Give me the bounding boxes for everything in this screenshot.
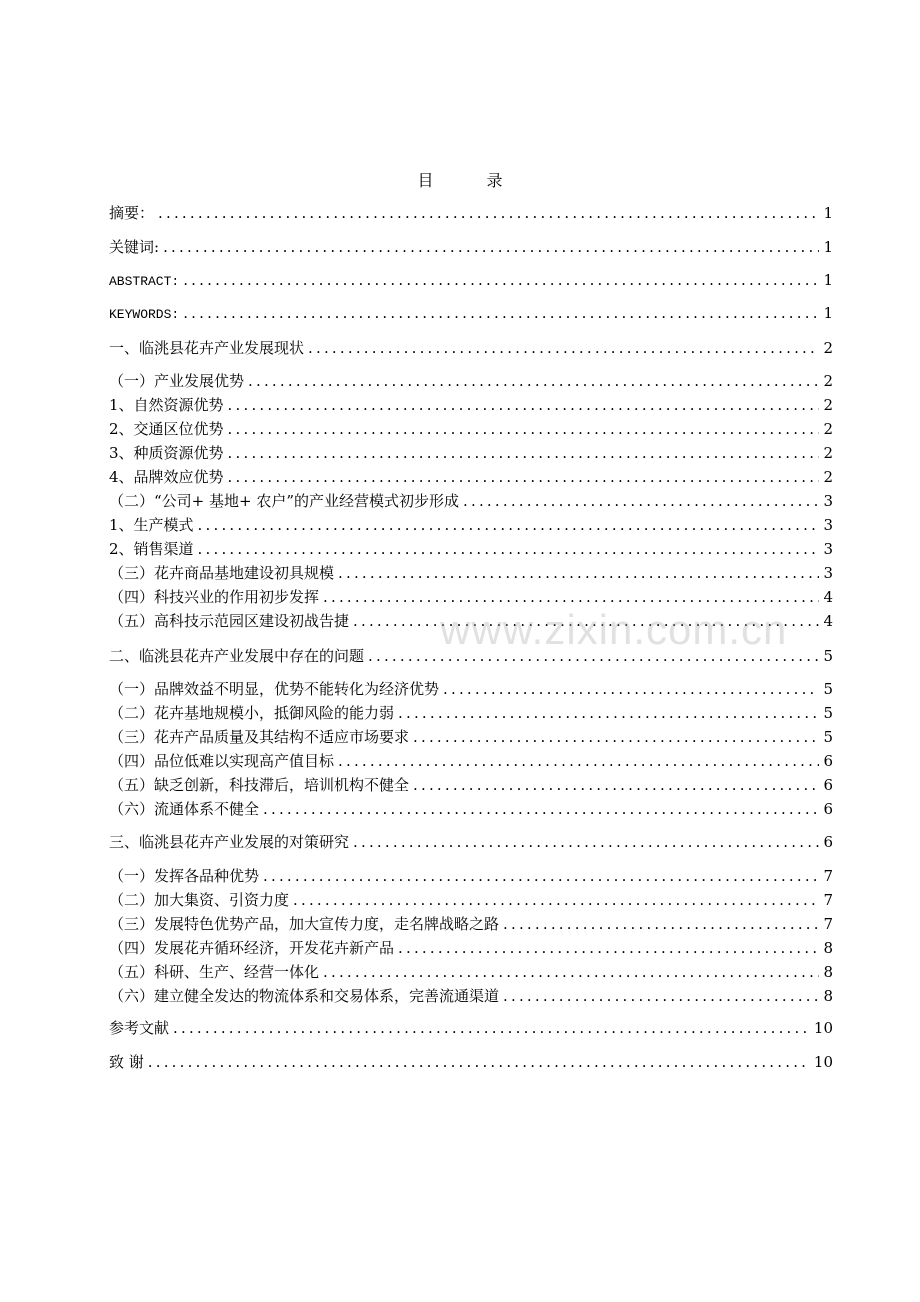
toc-entry-1-2[interactable]	[109, 490, 833, 512]
toc-entry-2-4[interactable]	[109, 750, 833, 772]
toc-entry-page: 6	[823, 776, 833, 794]
toc-entry-page: 2	[823, 444, 833, 462]
toc-entry-page: 2	[823, 468, 833, 486]
toc-entry-page: 3	[823, 492, 833, 510]
toc-entry-page: 10	[813, 1019, 833, 1037]
toc-leader-dots	[228, 394, 820, 416]
toc-leader-dots	[413, 774, 819, 796]
toc-leader-dots	[263, 865, 819, 887]
toc-entry-2-3[interactable]	[109, 726, 833, 748]
toc-entry-page: 5	[823, 704, 833, 722]
toc-entry-label: （五）科研、生产、经营一体化	[109, 963, 320, 981]
toc-entry-label: （四）科技兴业的作用初步发挥	[109, 588, 320, 606]
toc-entry-page: 7	[823, 867, 833, 885]
toc-entry-label: （六）流通体系不健全	[109, 800, 260, 818]
toc-entry-label: 2、销售渠道	[109, 540, 194, 558]
toc-entry-2-5[interactable]	[109, 774, 833, 796]
toc-leader-dots	[263, 798, 819, 820]
toc-entry-label: （一）产业发展优势	[109, 372, 245, 390]
toc-entry-page: 1	[823, 271, 833, 289]
toc-title: 目 录	[417, 171, 527, 190]
toc-entry-label: （三）花卉商品基地建设初具规模	[109, 564, 335, 582]
toc-leader-dots	[323, 961, 819, 983]
toc-leader-dots	[443, 678, 819, 700]
toc-entry-3-2[interactable]	[109, 889, 833, 911]
toc-leader-dots	[198, 538, 820, 560]
toc-entry-page: 2	[823, 339, 833, 357]
toc-entry-page: 4	[823, 588, 833, 606]
toc-entry-page: 6	[823, 752, 833, 770]
toc-leader-dots	[503, 985, 819, 1007]
toc-leader-dots	[338, 750, 819, 772]
toc-entry-acknowledgements[interactable]	[109, 1051, 833, 1073]
toc-entry-page: 6	[823, 800, 833, 818]
toc-entry-page: 7	[823, 891, 833, 909]
toc-entry-page: 1	[823, 204, 833, 222]
toc-entry-page: 1	[823, 304, 833, 322]
toc-leader-dots	[368, 645, 819, 667]
toc-leader-dots	[158, 202, 819, 224]
toc-entry-label: （二）加大集资、引资力度	[109, 891, 290, 909]
toc-leader-dots	[308, 337, 819, 359]
toc-leader-dots	[338, 562, 819, 584]
toc-entry-label: 关键词:	[109, 238, 160, 256]
toc-entry-3-1[interactable]	[109, 865, 833, 887]
toc-entry-page: 5	[823, 680, 833, 698]
toc-entry-page: 5	[823, 728, 833, 746]
toc-entry-page: 8	[823, 939, 833, 957]
toc-leader-dots	[198, 514, 820, 536]
toc-entry-1-2-2[interactable]	[109, 538, 833, 560]
toc-leader-dots	[228, 466, 820, 488]
toc-entry-page: 7	[823, 915, 833, 933]
toc-entry-page: 2	[823, 420, 833, 438]
toc-leader-dots	[228, 442, 820, 464]
toc-entry-page: 8	[823, 963, 833, 981]
toc-entry-page: 8	[823, 987, 833, 1005]
toc-entry-2-2[interactable]	[109, 702, 833, 724]
toc-entry-1-1[interactable]	[109, 370, 833, 392]
toc-entry-label: （四）品位低难以实现高产值目标	[109, 752, 335, 770]
toc-leader-dots	[353, 610, 819, 632]
toc-entry-label: 二、临洮县花卉产业发展中存在的问题	[109, 647, 365, 665]
toc-entry-label: （六）建立健全发达的物流体系和交易体系，完善流通渠道	[109, 987, 500, 1005]
toc-entry-page: 6	[823, 833, 833, 851]
toc-entry-page: 2	[823, 396, 833, 414]
toc-leader-dots	[183, 269, 819, 291]
toc-entry-page: 10	[813, 1053, 833, 1071]
toc-leader-dots	[148, 1051, 810, 1073]
toc-entry-1-2-1[interactable]	[109, 514, 833, 536]
toc-entry-1-1-2[interactable]	[109, 418, 833, 440]
toc-entry-page: 4	[823, 612, 833, 630]
toc-entry-1-5[interactable]	[109, 610, 833, 632]
toc-entry-label: 3、种质资源优势	[109, 444, 224, 462]
toc-entry-label: 1、自然资源优势	[109, 396, 224, 414]
toc-entry-page: 3	[823, 540, 833, 558]
toc-leader-dots	[323, 586, 819, 608]
toc-entry-page: 3	[823, 564, 833, 582]
toc-leader-dots	[413, 726, 819, 748]
toc-entry-page: 1	[823, 238, 833, 256]
toc-entry-label: （五）高科技示范园区建设初战告捷	[109, 612, 350, 630]
toc-entry-3-5[interactable]	[109, 961, 833, 983]
toc-leader-dots	[293, 889, 819, 911]
toc-entry-abstract-en[interactable]	[109, 269, 833, 291]
toc-entry-1-1-3[interactable]	[109, 442, 833, 464]
toc-entry-page: 3	[823, 516, 833, 534]
toc-entry-label: （二）花卉基地规模小，抵御风险的能力弱	[109, 704, 395, 722]
toc-entry-label: 2、交通区位优势	[109, 420, 224, 438]
toc-entry-label: （二）“公司+ 基地+ 农户”的产业经营模式初步形成	[109, 492, 460, 510]
toc-entry-label: 一、临洮县花卉产业发展现状	[109, 339, 305, 357]
toc-leader-dots	[398, 937, 819, 959]
toc-entry-3-4[interactable]	[109, 937, 833, 959]
toc-entry-2-6[interactable]	[109, 798, 833, 820]
toc-entry-label: 摘要：	[109, 204, 155, 222]
toc-leader-dots	[503, 913, 819, 935]
toc-entry-label: 致 谢	[109, 1053, 144, 1071]
toc-leader-dots	[228, 418, 820, 440]
toc-entry-section-1[interactable]	[109, 337, 833, 359]
toc-entry-label: （一）发挥各品种优势	[109, 867, 260, 885]
toc-leader-dots	[463, 490, 819, 512]
toc-leader-dots	[163, 236, 819, 258]
toc-leader-dots	[248, 370, 819, 392]
toc-entry-references[interactable]	[109, 1017, 833, 1039]
toc-entry-2-1[interactable]	[109, 678, 833, 700]
toc-entry-1-1-4[interactable]	[109, 466, 833, 488]
toc-entry-label: 三、临洮县花卉产业发展的对策研究	[109, 833, 350, 851]
toc-entry-label: 1、生产模式	[109, 516, 194, 534]
toc-entry-label: KEYWORDS:	[109, 307, 180, 322]
toc-entry-label: 参考文献	[109, 1019, 170, 1037]
toc-entry-label: ABSTRACT:	[109, 274, 180, 289]
toc-entry-1-1-1[interactable]	[109, 394, 833, 416]
toc-leader-dots	[173, 1017, 810, 1039]
toc-leader-dots	[398, 702, 819, 724]
toc-entry-3-6[interactable]	[109, 985, 833, 1007]
toc-leader-dots	[183, 302, 819, 324]
watermark: www.zixin.com.cn	[440, 606, 788, 653]
toc-entry-3-3[interactable]	[109, 913, 833, 935]
toc-entry-label: （三）花卉产品质量及其结构不适应市场要求	[109, 728, 410, 746]
toc-entry-1-3[interactable]	[109, 562, 833, 584]
toc-entry-abstract-cn[interactable]	[109, 202, 833, 224]
toc-entry-page: 2	[823, 372, 833, 390]
toc-entry-label: （三）发展特色优势产品，加大宣传力度，走名牌战略之路	[109, 915, 500, 933]
toc-entry-keywords-en[interactable]	[109, 302, 833, 324]
toc-entry-section-3[interactable]	[109, 831, 833, 853]
toc-entry-section-2[interactable]	[109, 645, 833, 667]
toc-entry-label: （四）发展花卉循环经济，开发花卉新产品	[109, 939, 395, 957]
toc-entry-page: 5	[823, 647, 833, 665]
toc-entry-label: （一）品牌效益不明显，优势不能转化为经济优势	[109, 680, 440, 698]
toc-entry-label: （五）缺乏创新，科技滞后，培训机构不健全	[109, 776, 410, 794]
toc-entry-1-4[interactable]	[109, 586, 833, 608]
toc-leader-dots	[353, 831, 819, 853]
toc-entry-keywords-cn[interactable]	[109, 236, 833, 258]
toc-entry-label: 4、品牌效应优势	[109, 468, 224, 486]
